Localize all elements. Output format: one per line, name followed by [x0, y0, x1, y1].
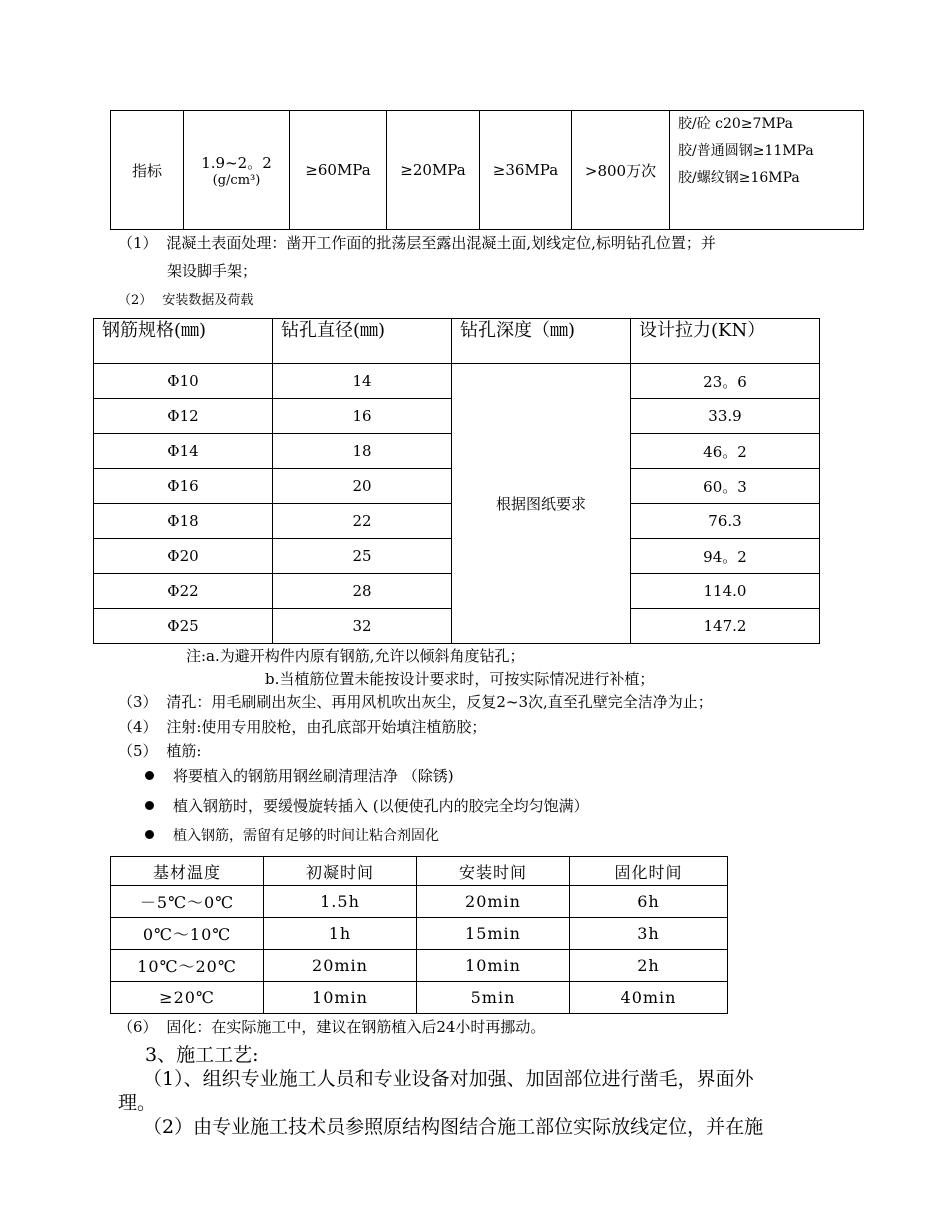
- install-time: 20min: [417, 886, 570, 918]
- bond-strength-line: 胶/普通圆钢≥11MPa: [678, 143, 814, 159]
- design-tension: 76.3: [631, 504, 820, 539]
- header-hole-diameter: 钻孔直径(㎜): [273, 319, 452, 364]
- step-1-continued: 架设脚手架；: [167, 262, 258, 280]
- step-3: [118, 691, 713, 712]
- header-base-temperature: 基材温度: [111, 857, 264, 886]
- bullet-item: [145, 795, 589, 816]
- bullet-dot-icon: [145, 830, 154, 839]
- bullet-dot-icon: [145, 771, 154, 780]
- design-tension: 94。2: [631, 539, 820, 574]
- base-temperature: 0℃～10℃: [111, 918, 264, 950]
- base-temperature: －5℃～0℃: [111, 886, 264, 918]
- install-time: 15min: [417, 918, 570, 950]
- rebar-spec: Φ16: [94, 469, 273, 504]
- step-3-text: 清孔：用毛刷刷出灰尘、再用风机吹出灰尘，反复2~3次,直至孔壁完全洁净为止；: [166, 693, 713, 711]
- rebar-data-table: [93, 318, 820, 644]
- spec-label-cell: 指标: [111, 111, 184, 230]
- note-a: 注:a.为避开构件内原有钢筋,允许以倾斜角度钻孔；: [186, 647, 525, 665]
- density-unit: (g/cm³): [212, 173, 261, 188]
- rebar-spec: Φ20: [94, 539, 273, 574]
- step-4-number: （4）: [118, 718, 158, 736]
- density-cell: [184, 111, 290, 230]
- step-3-number: （3）: [118, 693, 158, 711]
- bullet-text: 将要植入的钢筋用钢丝刷清理洁净 （除锈): [173, 767, 454, 785]
- hole-diameter: 16: [273, 399, 452, 434]
- rebar-spec: Φ14: [94, 434, 273, 469]
- step-5: [118, 740, 201, 761]
- rebar-spec: Φ12: [94, 399, 273, 434]
- design-tension: 147.2: [631, 609, 820, 644]
- design-tension: 46。2: [631, 434, 820, 469]
- header-hole-depth: 钻孔深度（㎜): [452, 319, 631, 364]
- note-b: b.当植筋位置未能按设计要求时，可按实际情况进行补植；: [265, 670, 655, 688]
- step-4-text: 注射:使用专用胶枪，由孔底部开始填注植筋胶；: [166, 718, 487, 736]
- step-6-number: （6）: [118, 1018, 158, 1036]
- table-row: [111, 886, 728, 918]
- curing-time: 3h: [570, 918, 728, 950]
- bond-strength-line: 胶/砼 c20≥7MPa: [678, 116, 793, 132]
- step-2-text: 安装数据及荷载: [162, 293, 254, 308]
- header-initial-set-time: 初凝时间: [264, 857, 417, 886]
- rebar-spec: Φ18: [94, 504, 273, 539]
- step-2-number: （2）: [118, 293, 153, 308]
- fatigue-cell: >800万次: [572, 111, 670, 230]
- section-3-paragraph-2: （2）由专业施工技术员参照原结构图结合施工部位实际放线定位，并在施: [143, 1116, 764, 1138]
- bullet-dot-icon: [145, 801, 154, 810]
- step-1: [118, 232, 716, 253]
- strength-cell-2: ≥20MPa: [387, 111, 480, 230]
- bond-strength-cell: [670, 111, 864, 230]
- design-tension: 60。3: [631, 469, 820, 504]
- step-2: [118, 289, 253, 308]
- curing-time: 40min: [570, 982, 728, 1014]
- hole-diameter: 14: [273, 364, 452, 399]
- header-curing-time: 固化时间: [570, 857, 728, 886]
- strength-cell-3: ≥36MPa: [480, 111, 572, 230]
- bullet-item: [145, 765, 454, 786]
- step-4: [118, 716, 486, 737]
- initial-set-time: 1.5h: [264, 886, 417, 918]
- section-3-paragraph-1-continued: 理。: [118, 1092, 157, 1114]
- header-design-tension: 设计拉力(KN）: [631, 319, 820, 364]
- curing-time: 2h: [570, 950, 728, 982]
- hole-diameter: 18: [273, 434, 452, 469]
- design-tension: 23。6: [631, 364, 820, 399]
- rebar-spec: Φ22: [94, 574, 273, 609]
- rebar-spec: Φ10: [94, 364, 273, 399]
- rebar-spec: Φ25: [94, 609, 273, 644]
- base-temperature: 10℃～20℃: [111, 950, 264, 982]
- curing-time-table: [110, 856, 728, 1014]
- design-tension: 114.0: [631, 574, 820, 609]
- initial-set-time: 10min: [264, 982, 417, 1014]
- design-tension: 33.9: [631, 399, 820, 434]
- table-row: [94, 364, 820, 399]
- bond-strength-line: 胶/螺纹钢≥16MPa: [678, 170, 800, 186]
- table-row: [111, 950, 728, 982]
- bullet-text: 植入钢筋，需留有足够的时间让粘合剂固化: [173, 828, 439, 844]
- hole-diameter: 25: [273, 539, 452, 574]
- base-temperature: ≥20℃: [111, 982, 264, 1014]
- bullet-text: 植入钢筋时，要缓慢旋转插入 (以便使孔内的胶完全均匀饱满）: [173, 797, 589, 815]
- hole-depth-note: 根据图纸要求: [452, 364, 631, 644]
- step-1-text: 混凝土表面处理：凿开工作面的批荡层至露出混凝土面,划线定位,标明钻孔位置；并: [166, 234, 716, 252]
- hole-diameter: 20: [273, 469, 452, 504]
- material-spec-table: [110, 110, 864, 230]
- table-row: [111, 982, 728, 1014]
- header-install-time: 安装时间: [417, 857, 570, 886]
- step-6-text: 固化：在实际施工中，建议在钢筋植入后24小时再挪动。: [166, 1018, 546, 1036]
- step-6: [118, 1016, 545, 1037]
- header-rebar-spec: 钢筋规格(㎜): [94, 319, 273, 364]
- hole-diameter: 28: [273, 574, 452, 609]
- install-time: 5min: [417, 982, 570, 1014]
- density-value: 1.9~2。2: [201, 154, 272, 172]
- step-5-number: （5）: [118, 742, 158, 760]
- install-time: 10min: [417, 950, 570, 982]
- section-3-title: 3、施工工艺:: [145, 1044, 259, 1066]
- hole-diameter: 22: [273, 504, 452, 539]
- strength-cell-1: ≥60MPa: [290, 111, 387, 230]
- hole-diameter: 32: [273, 609, 452, 644]
- initial-set-time: 20min: [264, 950, 417, 982]
- step-1-number: （1）: [118, 234, 158, 252]
- initial-set-time: 1h: [264, 918, 417, 950]
- section-3-paragraph-1: （1）、组织专业施工人员和专业设备对加强、加固部位进行凿毛，界面外: [143, 1068, 754, 1090]
- table-row: [111, 918, 728, 950]
- curing-time: 6h: [570, 886, 728, 918]
- step-5-text: 植筋:: [166, 742, 202, 760]
- bullet-item: [145, 825, 439, 845]
